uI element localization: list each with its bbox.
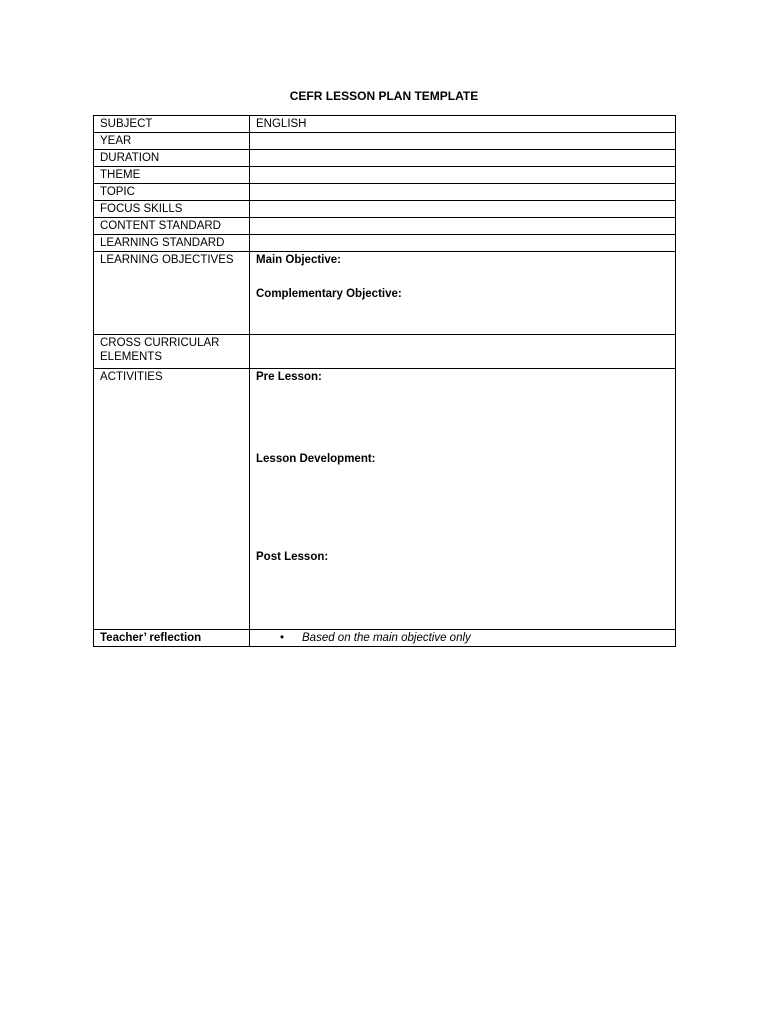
row-label: CROSS CURRICULAR ELEMENTS [94, 335, 250, 369]
lesson-plan-table [93, 115, 676, 647]
reflection-cell [250, 630, 676, 647]
row-value [250, 335, 676, 369]
row-label: SUBJECT [94, 116, 250, 133]
table-row-learning-objectives [94, 252, 676, 335]
row-value [250, 184, 676, 201]
row-label: THEME [94, 167, 250, 184]
post-lesson-heading: Post Lesson: [256, 551, 329, 563]
reflection-bullet-text: Based on the main objective only [302, 632, 471, 644]
activities-cell [250, 369, 676, 630]
lesson-development-heading: Lesson Development: [256, 453, 376, 465]
row-value [250, 218, 676, 235]
main-objective-heading: Main Objective: [256, 254, 341, 266]
table-row-theme [94, 167, 676, 184]
page-title: CEFR LESSON PLAN TEMPLATE [289, 89, 479, 103]
row-value [250, 133, 676, 150]
table-row-topic [94, 184, 676, 201]
bullet-icon: • [280, 632, 285, 644]
row-label: LEARNING OBJECTIVES [94, 252, 250, 335]
table-row-activities [94, 369, 676, 630]
row-value [250, 150, 676, 167]
objectives-cell [250, 252, 676, 335]
row-label: FOCUS SKILLS [94, 201, 250, 218]
pre-lesson-heading: Pre Lesson: [256, 371, 322, 383]
complementary-objective-heading: Complementary Objective: [256, 288, 402, 300]
table-row-subject [94, 116, 676, 133]
table-row-duration [94, 150, 676, 167]
table-row-focus-skills [94, 201, 676, 218]
row-label: DURATION [94, 150, 250, 167]
row-label: Teacher’ reflection [94, 630, 250, 647]
row-label: TOPIC [94, 184, 250, 201]
row-value [250, 167, 676, 184]
table-row-learning-standard [94, 235, 676, 252]
row-label: CONTENT STANDARD [94, 218, 250, 235]
row-value: ENGLISH [250, 116, 676, 133]
row-value [250, 201, 676, 218]
table-row-year [94, 133, 676, 150]
reflection-bullet [256, 631, 669, 645]
row-label: YEAR [94, 133, 250, 150]
row-label: LEARNING STANDARD [94, 235, 250, 252]
table-row-content-standard [94, 218, 676, 235]
table-row-teacher-reflection [94, 630, 676, 647]
row-label: ACTIVITIES [94, 369, 250, 630]
table-row-cross-curricular [94, 335, 676, 369]
row-value [250, 235, 676, 252]
